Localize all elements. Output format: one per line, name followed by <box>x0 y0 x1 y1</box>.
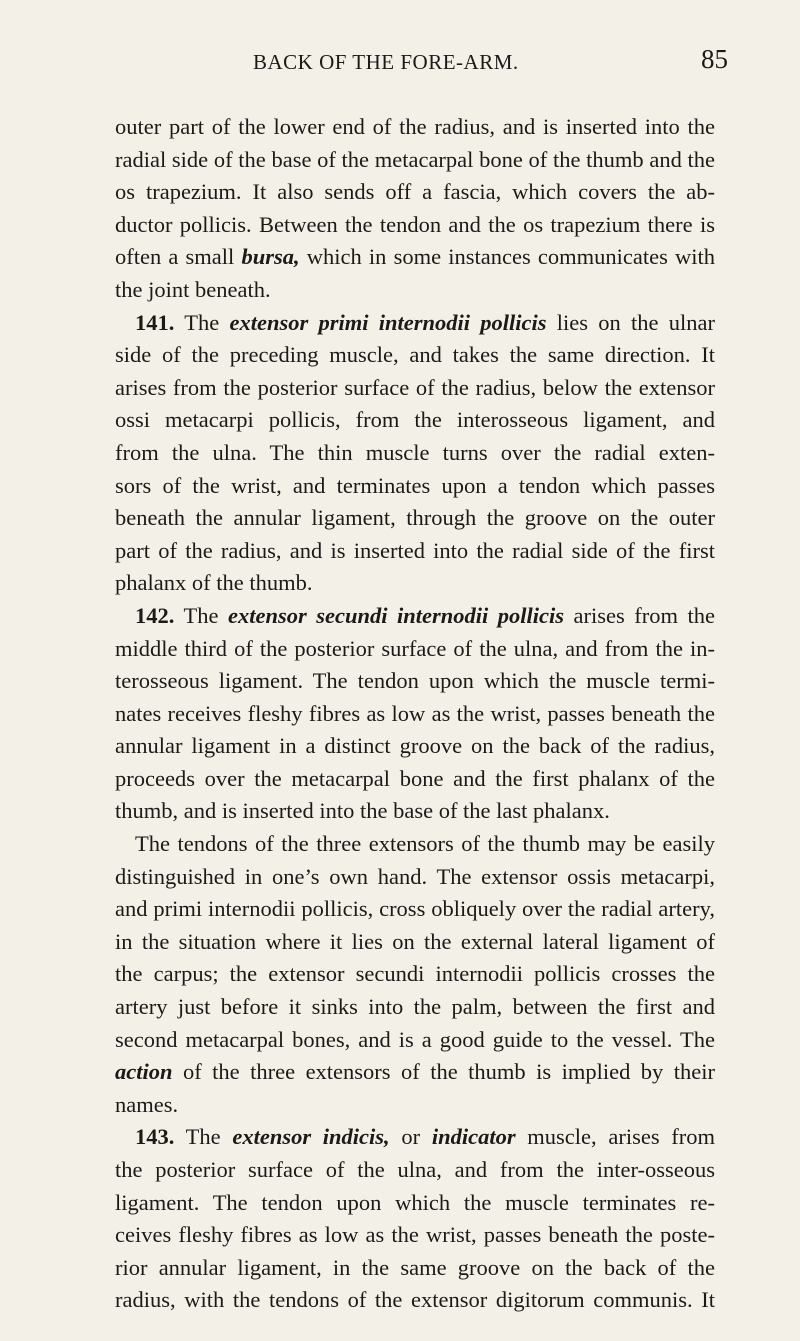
text-line <box>115 633 715 666</box>
text-segment: from the ulna. The thin muscle turns over the radial exten- <box>115 439 715 465</box>
text-segment: the joint beneath. <box>115 276 271 302</box>
text-line <box>115 274 715 307</box>
text-line <box>115 372 715 405</box>
text-segment: of the three extensors of the thumb is implied by their <box>172 1059 715 1085</box>
text-segment: The <box>174 309 230 335</box>
text-line <box>115 1284 715 1317</box>
text-line <box>115 893 715 926</box>
text-segment: middle third of the posterior surface of the ulna, and from the in- <box>115 635 715 661</box>
text-segment: terosseous ligament. The tendon upon which the muscle termi- <box>115 668 715 694</box>
text-segment: rior annular ligament, in the same groove on the back of the <box>115 1254 715 1280</box>
text-segment: ductor pollicis. Between the tendon and the os trapezium there is <box>115 211 715 237</box>
text-segment: the posterior surface of the ulna, and from the inter-osseous <box>115 1157 715 1182</box>
text-segment: arises from the posterior surface of the radius, below the extensor <box>115 374 715 400</box>
text-line <box>115 763 715 796</box>
text-line <box>115 404 715 437</box>
text-segment: ceives fleshy fibres as low as the wrist, passes beneath the poste- <box>115 1222 715 1248</box>
text-segment: side of the preceding muscle, and takes the same direction. It <box>115 342 715 368</box>
text-line <box>115 1187 715 1220</box>
text-line <box>115 339 715 372</box>
text-line <box>115 926 715 959</box>
text-line <box>115 437 715 470</box>
text-segment: annular ligament in a distinct groove on the back of the radius, <box>115 733 715 759</box>
text-line <box>115 241 715 274</box>
text-line <box>115 1089 715 1122</box>
text-segment: second metacarpal bones, and is a good guide to the vessel. The <box>115 1026 715 1052</box>
emphasis-text: extensor indicis, <box>232 1124 390 1150</box>
text-segment: often a small <box>115 244 242 270</box>
text-line <box>115 502 715 535</box>
page-header <box>115 44 728 84</box>
text-segment: the carpus; the extensor secundi internodii pollicis crosses the <box>115 961 715 987</box>
text-line <box>115 470 715 503</box>
section-number: 143. <box>135 1124 175 1150</box>
text-segment: proceeds over the metacarpal bone and the first phalanx of the <box>115 765 715 791</box>
text-segment: os trapezium. It also sends off a fascia, which covers the ab- <box>115 179 715 205</box>
text-line <box>115 600 715 633</box>
text-line <box>115 111 715 144</box>
page-number: 85 <box>701 44 728 74</box>
emphasis-text: extensor secundi internodii pollicis <box>227 602 565 628</box>
text-segment: artery just before it sinks into the palm, between the first and <box>115 994 715 1020</box>
body-text <box>115 111 715 1317</box>
text-segment: The <box>174 1124 233 1150</box>
text-segment: outer part of the lower end of the radius, and is inserted into the <box>115 114 715 139</box>
section-number: 141. <box>135 309 175 335</box>
emphasis-text: action <box>115 1059 173 1085</box>
text-line <box>115 665 715 698</box>
text-line <box>115 861 715 894</box>
text-segment: in the situation where it lies on the external lateral ligament of <box>115 928 715 954</box>
emphasis-text: extensor primi internodii pollicis <box>229 309 547 335</box>
text-line <box>115 698 715 731</box>
text-segment: The tendons of the three extensors of the thumb may be easily <box>135 831 715 857</box>
text-line <box>115 144 715 177</box>
text-line <box>115 730 715 763</box>
text-segment: The <box>174 602 228 628</box>
text-line <box>115 535 715 568</box>
text-segment: phalanx of the thumb. <box>115 570 313 596</box>
text-segment: arises from the <box>564 602 715 628</box>
text-segment: muscle, arises from <box>515 1124 716 1150</box>
text-segment: names. <box>115 1091 179 1117</box>
text-line <box>115 209 715 242</box>
text-segment: sors of the wrist, and terminates upon a tendon which passes <box>115 472 715 498</box>
emphasis-text: indicator <box>431 1124 516 1150</box>
text-line <box>115 958 715 991</box>
text-line <box>115 1121 715 1154</box>
text-segment: distinguished in one’s own hand. The extensor ossis metacarpi, <box>115 863 715 889</box>
text-segment: lies on the ulnar <box>546 309 715 335</box>
text-segment: radius, with the tendons of the extensor digitorum communis. It <box>115 1287 715 1313</box>
text-line <box>115 1219 715 1252</box>
text-segment: nates receives fleshy fibres as low as the wrist, passes beneath the <box>115 700 715 726</box>
text-line <box>115 1024 715 1057</box>
text-segment: or <box>389 1124 432 1150</box>
text-line <box>115 795 715 828</box>
text-line <box>115 1154 715 1187</box>
running-head: BACK OF THE FORE-ARM. <box>253 50 519 74</box>
text-segment: radial side of the base of the metacarpal bone of the thumb and the <box>115 146 715 172</box>
text-line <box>115 1252 715 1285</box>
text-segment: and primi internodii pollicis, cross obliquely over the radial artery, <box>115 896 715 922</box>
text-segment: beneath the annular ligament, through the groove on the outer <box>115 505 715 531</box>
text-line <box>115 176 715 209</box>
text-line <box>115 828 715 861</box>
text-segment: ossi metacarpi pollicis, from the interosseous ligament, and <box>115 407 715 433</box>
text-line <box>115 991 715 1024</box>
section-number: 142. <box>135 602 175 628</box>
text-line <box>115 1056 715 1089</box>
text-line <box>115 567 715 600</box>
text-segment: thumb, and is inserted into the base of the last phalanx. <box>115 798 610 824</box>
text-segment: part of the radius, and is inserted into the radial side of the first <box>115 537 715 563</box>
emphasis-text: bursa, <box>241 244 300 270</box>
text-line <box>115 307 715 340</box>
text-segment: ligament. The tendon upon which the muscle terminates re- <box>115 1189 715 1215</box>
text-segment: which in some instances communicates with <box>299 244 715 270</box>
